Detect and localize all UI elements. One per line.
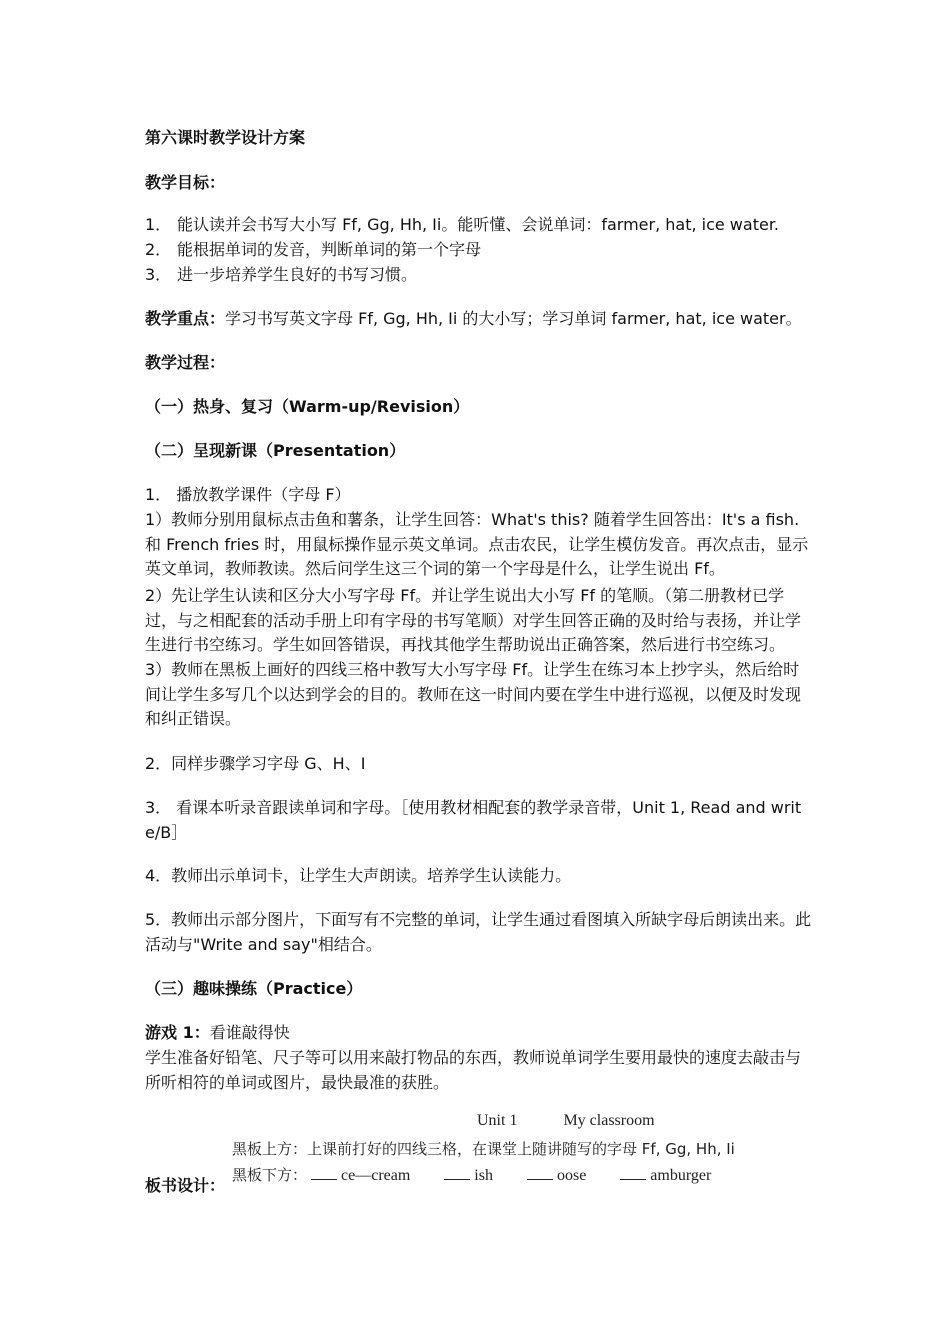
blackboard-design-image	[232, 1108, 792, 1192]
objective-item	[145, 213, 779, 237]
objective-text: 能根据单词的发音，判断单词的第一个字母	[177, 240, 482, 259]
board-top-text: 上课前打好的四线三格，在课堂上随讲随写的字母 Ff, Gg, Hh, Ii	[307, 1140, 735, 1158]
step1-paragraph-1: 1）教师分别用鼠标点击鱼和薯条，让学生回答：What's this? 随着学生回答出：It's a fish. 和 French fries 时，用鼠标操作显示英文单词。点击农民，让学生模仿发音。再次点击，显示英文单词，教师教读。然后问学生这三个词的第一个字母是什么，让学生说出 Ff。	[145, 510, 809, 578]
board-title	[477, 1112, 701, 1130]
document-title: 第六课时教学设计方案	[145, 128, 306, 147]
section-presentation-heading: （二）呈现新课（Presentation）	[145, 441, 406, 460]
game1-label: 游戏 1：	[145, 1023, 210, 1042]
board-top-row	[232, 1138, 735, 1159]
step1-paragraph-2: 2）先让学生认读和区分大小写字母 Ff。并让学生说出大小写 Ff 的笔顺。（第二册教材已学过，与之相配套的活动手册上印有字母的书写笔顺）对学生回答正确的及时给与表扬，并让学生进行书空练习。学生如回答错误，再找其他学生帮助说出正确答案，然后进行书空练习。	[145, 586, 802, 654]
blank-word: ish	[444, 1167, 493, 1184]
objective-number: 2．	[145, 240, 172, 259]
board-top-label: 黑板上方：	[232, 1140, 308, 1158]
board-bottom-row	[232, 1164, 741, 1185]
step3-text: 3． 看课本听录音跟读单词和字母。［使用教材相配套的教学录音带，Unit 1, Read and write/B］	[145, 798, 802, 842]
board-bottom-label: 黑板下方：	[232, 1166, 308, 1184]
step1-title: 1． 播放教学课件（字母 F）	[145, 485, 351, 504]
objective-number: 1．	[145, 215, 172, 234]
game1-name: 看谁敲得快	[209, 1023, 290, 1042]
step5-text: 5．教师出示部分图片，下面写有不完整的单词，让学生通过看图填入所缺字母后朗读出来。此活动与"Write and say"相结合。	[145, 910, 812, 954]
step1-paragraph-3: 3）教师在黑板上画好的四线三格中教写大小写字母 Ff。让学生在练习本上抄字头，然后给时间让学生多写几个以达到学会的目的。教师在这一时间内要在学生中进行巡视，以便及时发现和纠正错误。	[145, 660, 802, 728]
objectives-heading: 教学目标：	[145, 173, 226, 192]
blank-word: ce—cream	[311, 1167, 410, 1184]
key-points-label: 教学重点：	[145, 309, 226, 328]
game1-title	[145, 1021, 290, 1045]
game1-description: 学生准备好铅笔、尺子等可以用来敲打物品的东西，教师说单词学生要用最快的速度去敲击与所听相符的单词或图片，最快最准的获胜。	[145, 1048, 802, 1092]
step2-text: 2．同样步骤学习字母 G、H、I	[145, 754, 366, 773]
blank-word: oose	[527, 1167, 586, 1184]
key-points	[145, 307, 802, 331]
objective-text: 能认读并会书写大小写 Ff, Gg, Hh, Ii。能听懂、会说单词：farmer, hat, ice water.	[177, 215, 780, 234]
objective-item	[145, 263, 417, 287]
section-warmup-heading: （一）热身、复习（Warm-up/Revision）	[145, 397, 470, 416]
objective-number: 3．	[145, 265, 172, 284]
objective-item	[145, 238, 481, 262]
board-design-label: 板书设计：	[145, 1176, 226, 1195]
process-heading: 教学过程：	[145, 353, 226, 372]
board-lesson: My classroom	[563, 1112, 655, 1129]
objective-text: 进一步培养学生良好的书写习惯。	[177, 265, 418, 284]
section-practice-heading: （三）趣味操练（Practice）	[145, 979, 363, 998]
blank-word: amburger	[620, 1167, 711, 1184]
step4-text: 4．教师出示单词卡，让学生大声朗读。培养学生认读能力。	[145, 866, 572, 885]
key-points-text: 学习书写英文字母 Ff, Gg, Hh, Ii 的大小写；学习单词 farmer, hat, ice water。	[225, 309, 802, 328]
board-unit: Unit 1	[477, 1112, 518, 1129]
